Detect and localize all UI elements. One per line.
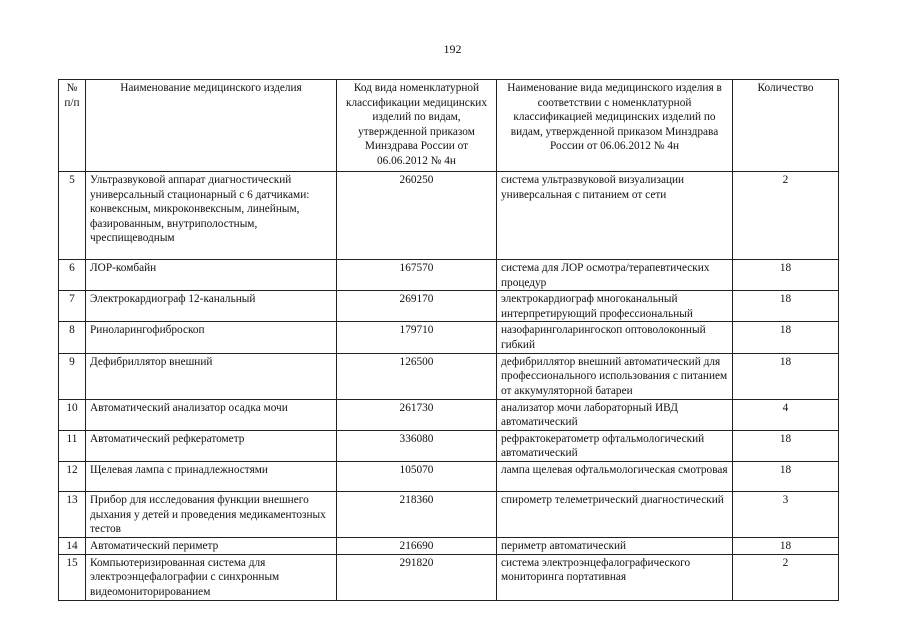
row-num: 6 (59, 260, 86, 291)
row-name: Автоматический рефкератометр (86, 430, 337, 461)
row-qty: 18 (733, 353, 839, 399)
row-name: Автоматический анализатор осадка мочи (86, 399, 337, 430)
row-qty: 18 (733, 260, 839, 291)
row-num: 12 (59, 461, 86, 491)
row-code: 260250 (337, 172, 497, 260)
table-row (59, 461, 839, 491)
row-code: 179710 (337, 322, 497, 353)
row-type: анализатор мочи лабораторный ИВД автоматический (497, 399, 733, 430)
row-num: 5 (59, 172, 86, 260)
row-qty: 18 (733, 430, 839, 461)
row-num: 8 (59, 322, 86, 353)
table-row (59, 430, 839, 461)
row-qty: 18 (733, 461, 839, 491)
equipment-table (58, 79, 839, 601)
row-qty: 18 (733, 322, 839, 353)
row-qty: 2 (733, 554, 839, 600)
row-type: система для ЛОР осмотра/терапевтических процедур (497, 260, 733, 291)
row-num: 13 (59, 491, 86, 537)
row-qty: 18 (733, 537, 839, 554)
header-code: Код вида номенклатурной классификации медицинских изделий по видам, утвержденной приказом Минздрава России от 06.06.2012 № 4н (337, 80, 497, 172)
row-name: Щелевая лампа с принадлежностями (86, 461, 337, 491)
header-type: Наименование вида медицинского изделия в соответствии с номенклатурной классификацией медицинских изделий по видам, утвержденной приказом Минздрава России от 06.06.2012 № 4н (497, 80, 733, 172)
row-qty: 2 (733, 172, 839, 260)
row-type: рефрактокератометр офтальмологический автоматический (497, 430, 733, 461)
row-num: 7 (59, 291, 86, 322)
row-type: назофаринголарингоскоп оптоволоконный гибкий (497, 322, 733, 353)
row-type: система электроэнцефалографического мониторинга портативная (497, 554, 733, 600)
header-num: № п/п (59, 80, 86, 172)
table-row (59, 554, 839, 600)
row-code: 105070 (337, 461, 497, 491)
row-code: 291820 (337, 554, 497, 600)
table-row (59, 399, 839, 430)
row-type: периметр автоматический (497, 537, 733, 554)
row-name: Прибор для исследования функции внешнего дыхания у детей и проведения медикаментозных тестов (86, 491, 337, 537)
row-num: 14 (59, 537, 86, 554)
row-code: 126500 (337, 353, 497, 399)
table-row (59, 322, 839, 353)
row-type: лампа щелевая офтальмологическая смотровая (497, 461, 733, 491)
row-code: 216690 (337, 537, 497, 554)
row-code: 167570 (337, 260, 497, 291)
row-qty: 4 (733, 399, 839, 430)
table-row (59, 491, 839, 537)
row-type: электрокардиограф многоканальный интерпретирующий профессиональный (497, 291, 733, 322)
row-code: 261730 (337, 399, 497, 430)
row-type: спирометр телеметрический диагностический (497, 491, 733, 537)
page-number: 192 (443, 42, 462, 56)
row-code: 269170 (337, 291, 497, 322)
row-qty: 18 (733, 291, 839, 322)
row-name: Автоматический периметр (86, 537, 337, 554)
row-name: ЛОР-комбайн (86, 260, 337, 291)
table-row (59, 291, 839, 322)
row-code: 336080 (337, 430, 497, 461)
table-row (59, 537, 839, 554)
row-name: Риноларингофиброскоп (86, 322, 337, 353)
row-name: Электрокардиограф 12-канальный (86, 291, 337, 322)
table-row (59, 260, 839, 291)
row-name: Ультразвуковой аппарат диагностический универсальный стационарный с 6 датчиками: конвексным, микроконвексным, линейным, фазированным, внутриполостным, чреспищеводным (86, 172, 337, 260)
header-name: Наименование медицинского изделия (86, 80, 337, 172)
table-row (59, 172, 839, 260)
row-name: Компьютеризированная система для электроэнцефалографии с синхронным видеомониторированием (86, 554, 337, 600)
header-qty: Количество (733, 80, 839, 172)
table-header-row (59, 80, 839, 172)
row-type: дефибриллятор внешний автоматический для профессионального использования с питанием от аккумуляторной батареи (497, 353, 733, 399)
row-num: 15 (59, 554, 86, 600)
row-num: 9 (59, 353, 86, 399)
row-code: 218360 (337, 491, 497, 537)
row-name: Дефибриллятор внешний (86, 353, 337, 399)
row-num: 11 (59, 430, 86, 461)
row-type: система ультразвуковой визуализации универсальная с питанием от сети (497, 172, 733, 260)
row-qty: 3 (733, 491, 839, 537)
table-row (59, 353, 839, 399)
row-num: 10 (59, 399, 86, 430)
